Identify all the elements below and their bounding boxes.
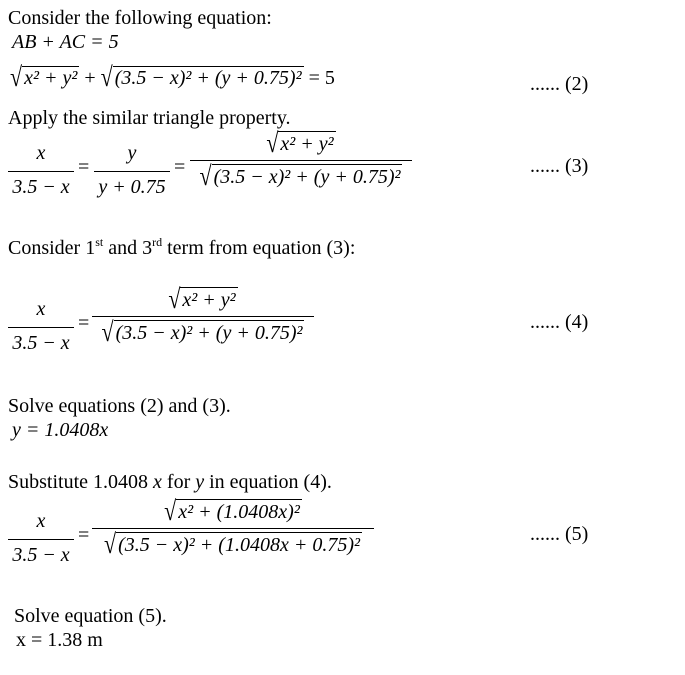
equation-ab-ac: AB + AC = 5: [12, 31, 119, 53]
frac-3c-den: √ (3.5 − x)² + (y + 0.75)²: [199, 159, 401, 191]
frac-4b: [92, 282, 314, 347]
equation-2: [10, 60, 335, 92]
frac-3b: [94, 142, 170, 199]
sqrt-2: √ (3.5 − x)² + (y + 0.75)²: [100, 60, 302, 92]
frac-4a-bar: [8, 327, 74, 328]
equals-4: =: [78, 312, 90, 334]
frac-4b-num: √ x² + y²: [168, 282, 236, 314]
substitute-line: Substitute 1.0408 x for y in equation (4).: [8, 471, 332, 493]
frac-5a-num: x: [36, 510, 46, 532]
consider-terms-line: Consider 1st and 3rd term from equation (3):: [8, 235, 356, 259]
tag-2: ...... (2): [530, 73, 589, 95]
equals-five: = 5: [308, 67, 335, 89]
frac-5a-den: 3.5 − x: [12, 544, 70, 566]
frac-3b-den: y + 0.75: [98, 176, 166, 198]
similar-triangle-line: Apply the similar triangle property.: [8, 107, 291, 129]
frac-5b-num: √ x² + (1.0408x)²: [164, 494, 300, 526]
frac-5b-den: √ (3.5 − x)² + (1.0408x + 0.75)²: [104, 527, 360, 559]
frac-3c-num: √ x² + y²: [266, 126, 334, 158]
tag-4: ...... (4): [530, 311, 589, 333]
equals-5: =: [78, 524, 90, 546]
solve-2-3-line: Solve equations (2) and (3).: [8, 395, 231, 417]
plus-sign: +: [84, 67, 96, 89]
frac-5a-bar: [8, 539, 74, 540]
solve-5-line: Solve equation (5).: [14, 605, 167, 627]
y-result: y = 1.0408x: [12, 419, 109, 441]
frac-3a-den: 3.5 − x: [12, 176, 70, 198]
tag-5: ...... (5): [530, 523, 589, 545]
frac-3b-num: y: [127, 142, 137, 164]
frac-3c: [190, 126, 412, 191]
frac-4b-den: √ (3.5 − x)² + (y + 0.75)²: [101, 315, 303, 347]
frac-5b: [92, 494, 374, 559]
equals-3b: =: [174, 156, 186, 178]
intro-line: Consider the following equation:: [8, 7, 272, 29]
frac-5a: [8, 510, 74, 567]
frac-3c-bar: [190, 160, 412, 161]
frac-3a: [8, 142, 74, 199]
frac-3a-num: x: [36, 142, 46, 164]
frac-4a: [8, 298, 74, 355]
frac-5b-bar: [92, 528, 374, 529]
equals-3a: =: [78, 156, 90, 178]
tag-3: ...... (3): [530, 155, 589, 177]
sqrt-1: √ x² + y²: [10, 60, 78, 92]
frac-4a-den: 3.5 − x: [12, 332, 70, 354]
frac-3a-bar: [8, 171, 74, 172]
frac-3b-bar: [94, 171, 170, 172]
x-result: x = 1.38 m: [16, 629, 103, 651]
frac-4a-num: x: [36, 298, 46, 320]
frac-4b-bar: [92, 316, 314, 317]
